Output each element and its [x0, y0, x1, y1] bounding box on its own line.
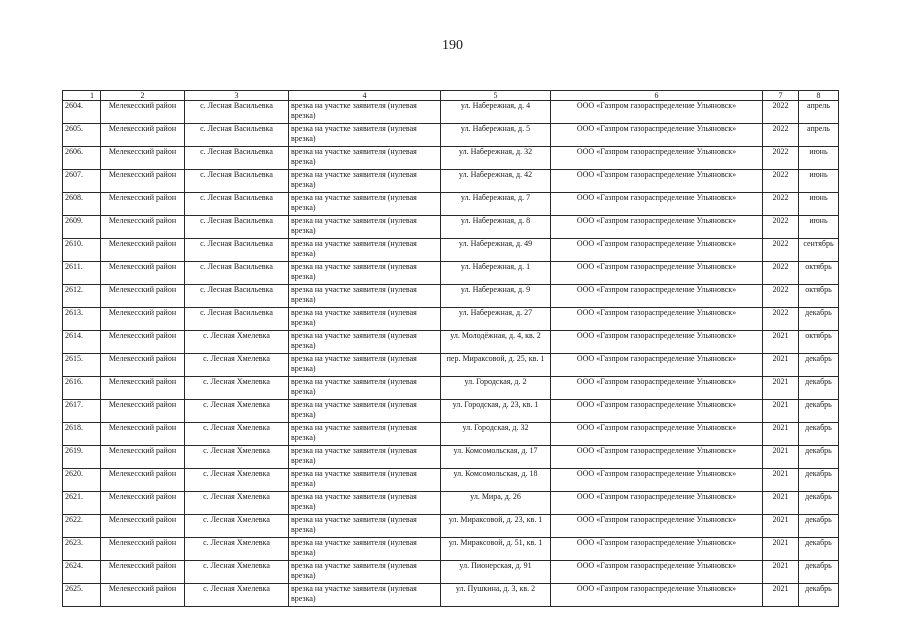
table-row [63, 538, 839, 561]
village-cell: с. Лесная Хмелевка [185, 538, 289, 561]
work-type-cell: врезка на участке заявителя (нулевая врезка) [289, 377, 441, 400]
row-number: 2625. [63, 584, 101, 607]
year-cell: 2021 [763, 354, 799, 377]
village-cell: с. Лесная Хмелевка [185, 423, 289, 446]
month-cell: декабрь [799, 354, 839, 377]
row-number: 2615. [63, 354, 101, 377]
address-cell: ул. Мираксовой, д. 51, кв. 1 [441, 538, 551, 561]
year-cell: 2021 [763, 400, 799, 423]
month-cell: октябрь [799, 262, 839, 285]
address-cell: ул. Набережная, д. 27 [441, 308, 551, 331]
row-number: 2610. [63, 239, 101, 262]
address-cell: ул. Комсомольская, д. 18 [441, 469, 551, 492]
year-cell: 2021 [763, 515, 799, 538]
table-row [63, 492, 839, 515]
year-cell: 2022 [763, 124, 799, 147]
address-cell: ул. Пионерская, д. 91 [441, 561, 551, 584]
address-cell: ул. Набережная, д. 42 [441, 170, 551, 193]
organization-cell: ООО «Газпром газораспределение Ульяновск» [551, 239, 763, 262]
village-cell: с. Лесная Хмелевка [185, 446, 289, 469]
column-header: 2 [101, 91, 185, 101]
work-type-cell: врезка на участке заявителя (нулевая врезка) [289, 492, 441, 515]
address-cell: ул. Набережная, д. 49 [441, 239, 551, 262]
organization-cell: ООО «Газпром газораспределение Ульяновск» [551, 584, 763, 607]
village-cell: с. Лесная Хмелевка [185, 515, 289, 538]
table-row [63, 515, 839, 538]
row-number: 2611. [63, 262, 101, 285]
year-cell: 2022 [763, 193, 799, 216]
table-row [63, 193, 839, 216]
year-cell: 2022 [763, 216, 799, 239]
district-cell: Мелекесский район [101, 469, 185, 492]
column-header: 5 [441, 91, 551, 101]
table-row [63, 423, 839, 446]
year-cell: 2022 [763, 147, 799, 170]
year-cell: 2021 [763, 561, 799, 584]
year-cell: 2022 [763, 262, 799, 285]
month-cell: декабрь [799, 446, 839, 469]
organization-cell: ООО «Газпром газораспределение Ульяновск» [551, 469, 763, 492]
table-row [63, 170, 839, 193]
table-row [63, 262, 839, 285]
row-number: 2623. [63, 538, 101, 561]
district-cell: Мелекесский район [101, 538, 185, 561]
table-row [63, 285, 839, 308]
organization-cell: ООО «Газпром газораспределение Ульяновск» [551, 262, 763, 285]
village-cell: с. Лесная Васильевка [185, 101, 289, 124]
district-cell: Мелекесский район [101, 239, 185, 262]
district-cell: Мелекесский район [101, 170, 185, 193]
month-cell: декабрь [799, 515, 839, 538]
work-type-cell: врезка на участке заявителя (нулевая врезка) [289, 285, 441, 308]
table-row [63, 377, 839, 400]
month-cell: декабрь [799, 377, 839, 400]
district-cell: Мелекесский район [101, 354, 185, 377]
year-cell: 2022 [763, 170, 799, 193]
month-cell: декабрь [799, 400, 839, 423]
address-cell: ул. Набережная, д. 1 [441, 262, 551, 285]
address-cell: ул. Мира, д. 26 [441, 492, 551, 515]
work-type-cell: врезка на участке заявителя (нулевая врезка) [289, 584, 441, 607]
year-cell: 2021 [763, 331, 799, 354]
work-type-cell: врезка на участке заявителя (нулевая врезка) [289, 193, 441, 216]
column-header: 6 [551, 91, 763, 101]
address-cell: ул. Набережная, д. 9 [441, 285, 551, 308]
month-cell: декабрь [799, 538, 839, 561]
row-number: 2620. [63, 469, 101, 492]
address-cell: ул. Набережная, д. 8 [441, 216, 551, 239]
month-cell: апрель [799, 101, 839, 124]
registry-table [62, 90, 839, 607]
row-number: 2616. [63, 377, 101, 400]
organization-cell: ООО «Газпром газораспределение Ульяновск» [551, 561, 763, 584]
address-cell: ул. Городская, д. 32 [441, 423, 551, 446]
work-type-cell: врезка на участке заявителя (нулевая врезка) [289, 515, 441, 538]
village-cell: с. Лесная Хмелевка [185, 354, 289, 377]
table-row [63, 124, 839, 147]
village-cell: с. Лесная Хмелевка [185, 561, 289, 584]
work-type-cell: врезка на участке заявителя (нулевая врезка) [289, 423, 441, 446]
month-cell: апрель [799, 124, 839, 147]
address-cell: ул. Городская, д. 23, кв. 1 [441, 400, 551, 423]
work-type-cell: врезка на участке заявителя (нулевая врезка) [289, 538, 441, 561]
table-row [63, 561, 839, 584]
organization-cell: ООО «Газпром газораспределение Ульяновск» [551, 354, 763, 377]
column-header: 3 [185, 91, 289, 101]
work-type-cell: врезка на участке заявителя (нулевая врезка) [289, 101, 441, 124]
year-cell: 2022 [763, 308, 799, 331]
district-cell: Мелекесский район [101, 423, 185, 446]
village-cell: с. Лесная Хмелевка [185, 331, 289, 354]
year-cell: 2022 [763, 101, 799, 124]
organization-cell: ООО «Газпром газораспределение Ульяновск» [551, 515, 763, 538]
organization-cell: ООО «Газпром газораспределение Ульяновск» [551, 124, 763, 147]
month-cell: июнь [799, 216, 839, 239]
table-header-row [63, 91, 839, 101]
column-header: 4 [289, 91, 441, 101]
village-cell: с. Лесная Васильевка [185, 170, 289, 193]
organization-cell: ООО «Газпром газораспределение Ульяновск» [551, 423, 763, 446]
table-row [63, 331, 839, 354]
district-cell: Мелекесский район [101, 285, 185, 308]
table-row [63, 584, 839, 607]
table-row [63, 400, 839, 423]
row-number: 2609. [63, 216, 101, 239]
row-number: 2614. [63, 331, 101, 354]
district-cell: Мелекесский район [101, 584, 185, 607]
month-cell: октябрь [799, 331, 839, 354]
village-cell: с. Лесная Васильевка [185, 124, 289, 147]
page-number: 190 [442, 38, 463, 53]
organization-cell: ООО «Газпром газораспределение Ульяновск» [551, 193, 763, 216]
row-number: 2624. [63, 561, 101, 584]
district-cell: Мелекесский район [101, 101, 185, 124]
work-type-cell: врезка на участке заявителя (нулевая врезка) [289, 308, 441, 331]
row-number: 2617. [63, 400, 101, 423]
table-row [63, 354, 839, 377]
row-number: 2604. [63, 101, 101, 124]
village-cell: с. Лесная Хмелевка [185, 469, 289, 492]
column-header: 1 [63, 91, 101, 101]
column-header: 8 [799, 91, 839, 101]
year-cell: 2021 [763, 492, 799, 515]
month-cell: декабрь [799, 492, 839, 515]
village-cell: с. Лесная Васильевка [185, 239, 289, 262]
village-cell: с. Лесная Васильевка [185, 308, 289, 331]
address-cell: ул. Набережная, д. 32 [441, 147, 551, 170]
district-cell: Мелекесский район [101, 377, 185, 400]
work-type-cell: врезка на участке заявителя (нулевая врезка) [289, 446, 441, 469]
work-type-cell: врезка на участке заявителя (нулевая врезка) [289, 147, 441, 170]
address-cell: пер. Мираксовой, д. 25, кв. 1 [441, 354, 551, 377]
district-cell: Мелекесский район [101, 124, 185, 147]
work-type-cell: врезка на участке заявителя (нулевая врезка) [289, 262, 441, 285]
row-number: 2605. [63, 124, 101, 147]
village-cell: с. Лесная Васильевка [185, 285, 289, 308]
year-cell: 2021 [763, 423, 799, 446]
village-cell: с. Лесная Васильевка [185, 193, 289, 216]
work-type-cell: врезка на участке заявителя (нулевая врезка) [289, 124, 441, 147]
work-type-cell: врезка на участке заявителя (нулевая врезка) [289, 561, 441, 584]
work-type-cell: врезка на участке заявителя (нулевая врезка) [289, 239, 441, 262]
month-cell: июнь [799, 170, 839, 193]
district-cell: Мелекесский район [101, 446, 185, 469]
table-row [63, 446, 839, 469]
table-row [63, 469, 839, 492]
table-row [63, 216, 839, 239]
address-cell: ул. Набережная, д. 5 [441, 124, 551, 147]
row-number: 2607. [63, 170, 101, 193]
year-cell: 2021 [763, 446, 799, 469]
organization-cell: ООО «Газпром газораспределение Ульяновск» [551, 170, 763, 193]
organization-cell: ООО «Газпром газораспределение Ульяновск» [551, 400, 763, 423]
address-cell: ул. Молодёжная, д. 4, кв. 2 [441, 331, 551, 354]
row-number: 2619. [63, 446, 101, 469]
district-cell: Мелекесский район [101, 400, 185, 423]
work-type-cell: врезка на участке заявителя (нулевая врезка) [289, 170, 441, 193]
table-row [63, 308, 839, 331]
village-cell: с. Лесная Хмелевка [185, 584, 289, 607]
district-cell: Мелекесский район [101, 331, 185, 354]
year-cell: 2022 [763, 239, 799, 262]
address-cell: ул. Мираксовой, д. 23, кв. 1 [441, 515, 551, 538]
row-number: 2613. [63, 308, 101, 331]
district-cell: Мелекесский район [101, 308, 185, 331]
work-type-cell: врезка на участке заявителя (нулевая врезка) [289, 469, 441, 492]
row-number: 2606. [63, 147, 101, 170]
address-cell: ул. Набережная, д. 4 [441, 101, 551, 124]
organization-cell: ООО «Газпром газораспределение Ульяновск» [551, 147, 763, 170]
row-number: 2622. [63, 515, 101, 538]
district-cell: Мелекесский район [101, 561, 185, 584]
table-row [63, 147, 839, 170]
village-cell: с. Лесная Хмелевка [185, 377, 289, 400]
row-number: 2618. [63, 423, 101, 446]
organization-cell: ООО «Газпром газораспределение Ульяновск» [551, 492, 763, 515]
work-type-cell: врезка на участке заявителя (нулевая врезка) [289, 400, 441, 423]
village-cell: с. Лесная Васильевка [185, 262, 289, 285]
row-number: 2612. [63, 285, 101, 308]
column-header: 7 [763, 91, 799, 101]
address-cell: ул. Комсомольская, д. 17 [441, 446, 551, 469]
organization-cell: ООО «Газпром газораспределение Ульяновск» [551, 377, 763, 400]
work-type-cell: врезка на участке заявителя (нулевая врезка) [289, 216, 441, 239]
month-cell: июнь [799, 193, 839, 216]
month-cell: сентябрь [799, 239, 839, 262]
village-cell: с. Лесная Васильевка [185, 147, 289, 170]
village-cell: с. Лесная Хмелевка [185, 492, 289, 515]
organization-cell: ООО «Газпром газораспределение Ульяновск» [551, 446, 763, 469]
month-cell: октябрь [799, 285, 839, 308]
village-cell: с. Лесная Хмелевка [185, 400, 289, 423]
organization-cell: ООО «Газпром газораспределение Ульяновск» [551, 101, 763, 124]
year-cell: 2021 [763, 538, 799, 561]
table-row [63, 101, 839, 124]
district-cell: Мелекесский район [101, 492, 185, 515]
district-cell: Мелекесский район [101, 147, 185, 170]
organization-cell: ООО «Газпром газораспределение Ульяновск» [551, 285, 763, 308]
organization-cell: ООО «Газпром газораспределение Ульяновск» [551, 216, 763, 239]
district-cell: Мелекесский район [101, 216, 185, 239]
organization-cell: ООО «Газпром газораспределение Ульяновск» [551, 308, 763, 331]
address-cell: ул. Городская, д. 2 [441, 377, 551, 400]
district-cell: Мелекесский район [101, 515, 185, 538]
row-number: 2621. [63, 492, 101, 515]
work-type-cell: врезка на участке заявителя (нулевая врезка) [289, 354, 441, 377]
row-number: 2608. [63, 193, 101, 216]
address-cell: ул. Пушкина, д. 3, кв. 2 [441, 584, 551, 607]
month-cell: декабрь [799, 308, 839, 331]
district-cell: Мелекесский район [101, 262, 185, 285]
month-cell: декабрь [799, 584, 839, 607]
year-cell: 2021 [763, 469, 799, 492]
organization-cell: ООО «Газпром газораспределение Ульяновск» [551, 538, 763, 561]
work-type-cell: врезка на участке заявителя (нулевая врезка) [289, 331, 441, 354]
month-cell: декабрь [799, 423, 839, 446]
year-cell: 2021 [763, 377, 799, 400]
village-cell: с. Лесная Васильевка [185, 216, 289, 239]
year-cell: 2021 [763, 584, 799, 607]
month-cell: декабрь [799, 469, 839, 492]
address-cell: ул. Набережная, д. 7 [441, 193, 551, 216]
year-cell: 2022 [763, 285, 799, 308]
organization-cell: ООО «Газпром газораспределение Ульяновск» [551, 331, 763, 354]
district-cell: Мелекесский район [101, 193, 185, 216]
month-cell: декабрь [799, 561, 839, 584]
month-cell: июнь [799, 147, 839, 170]
table-row [63, 239, 839, 262]
